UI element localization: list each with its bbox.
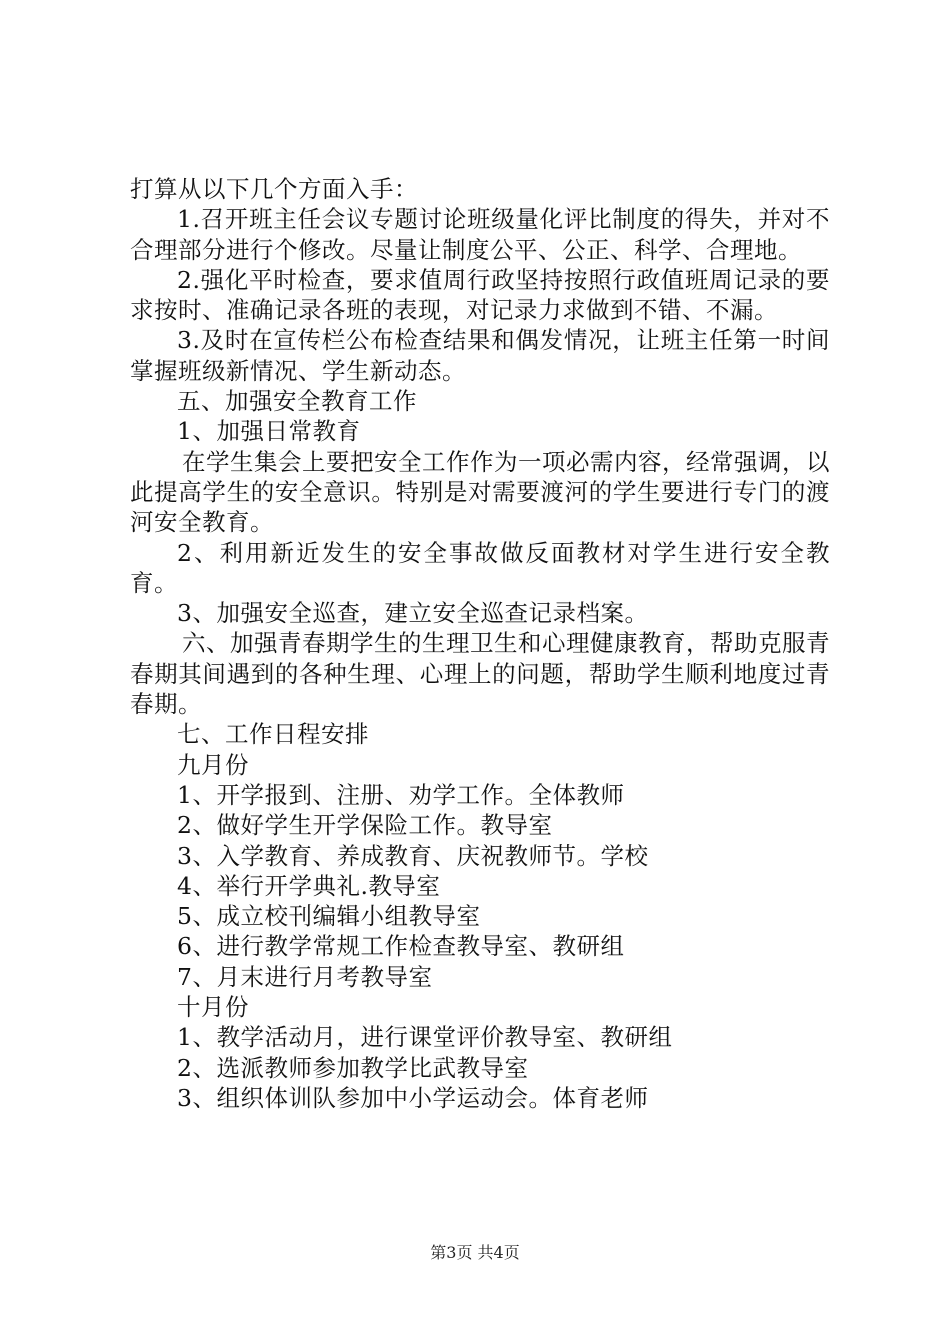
page-footer: 第3页 共4页 [430, 1243, 520, 1262]
paragraph: 十月份 [177, 993, 249, 1022]
paragraph: 2.强化平时检查，要求值周行政坚持按照行政值班周记录的要求按时、准确记录各班的表现，对记录力求做到不错、不漏。 [130, 265, 830, 325]
paragraph: 2、利用新近发生的安全事故做反面教材对学生进行安全教育。 [130, 538, 830, 597]
paragraph: 2、做好学生开学保险工作。教导室 [177, 811, 553, 840]
paragraph: 1.召开班主任会议专题讨论班级量化评比制度的得失，并对不合理部分进行个修改。尽量让制度公平、公正、科学、合理地。 [130, 205, 830, 264]
paragraph: 六、加强青春期学生的生理卫生和心理健康教育，帮助克服青春期其间遇到的各种生理、心理上的问题，帮助学生顺利地度过青春期。 [130, 629, 830, 719]
paragraph: 九月份 [177, 750, 249, 779]
paragraph: 在学生集会上要把安全工作作为一项必需内容，经常强调，以此提高学生的安全意识。特别是对需要渡河的学生要进行专门的渡河安全教育。 [130, 447, 830, 537]
paragraph: 七、工作日程安排 [177, 720, 369, 749]
paragraph: 6、进行教学常规工作检查教导室、教研组 [177, 932, 625, 961]
paragraph: 3、加强安全巡查，建立安全巡查记录档案。 [177, 599, 649, 628]
paragraph: 3.及时在宣传栏公布检查结果和偶发情况，让班主任第一时间掌握班级新情况、学生新动态。 [130, 326, 830, 385]
paragraph: 打算从以下几个方面入手： [130, 175, 418, 203]
paragraph: 7、月末进行月考教导室 [177, 962, 433, 991]
paragraph: 1、教学活动月，进行课堂评价教导室、教研组 [177, 1023, 673, 1052]
document-body [130, 174, 830, 1113]
paragraph: 1、加强日常教育 [177, 417, 361, 446]
paragraph: 3、组织体训队参加中小学运动会。体育老师 [177, 1083, 649, 1112]
paragraph: 2、选派教师参加教学比武教导室 [177, 1053, 529, 1082]
paragraph: 5、成立校刊编辑小组教导室 [177, 902, 481, 931]
paragraph: 4、举行开学典礼.教导室 [177, 871, 441, 900]
paragraph: 3、入学教育、养成教育、庆祝教师节。学校 [177, 841, 649, 870]
paragraph: 五、加强安全教育工作 [177, 387, 417, 416]
paragraph: 1、开学报到、注册、劝学工作。全体教师 [177, 780, 625, 809]
